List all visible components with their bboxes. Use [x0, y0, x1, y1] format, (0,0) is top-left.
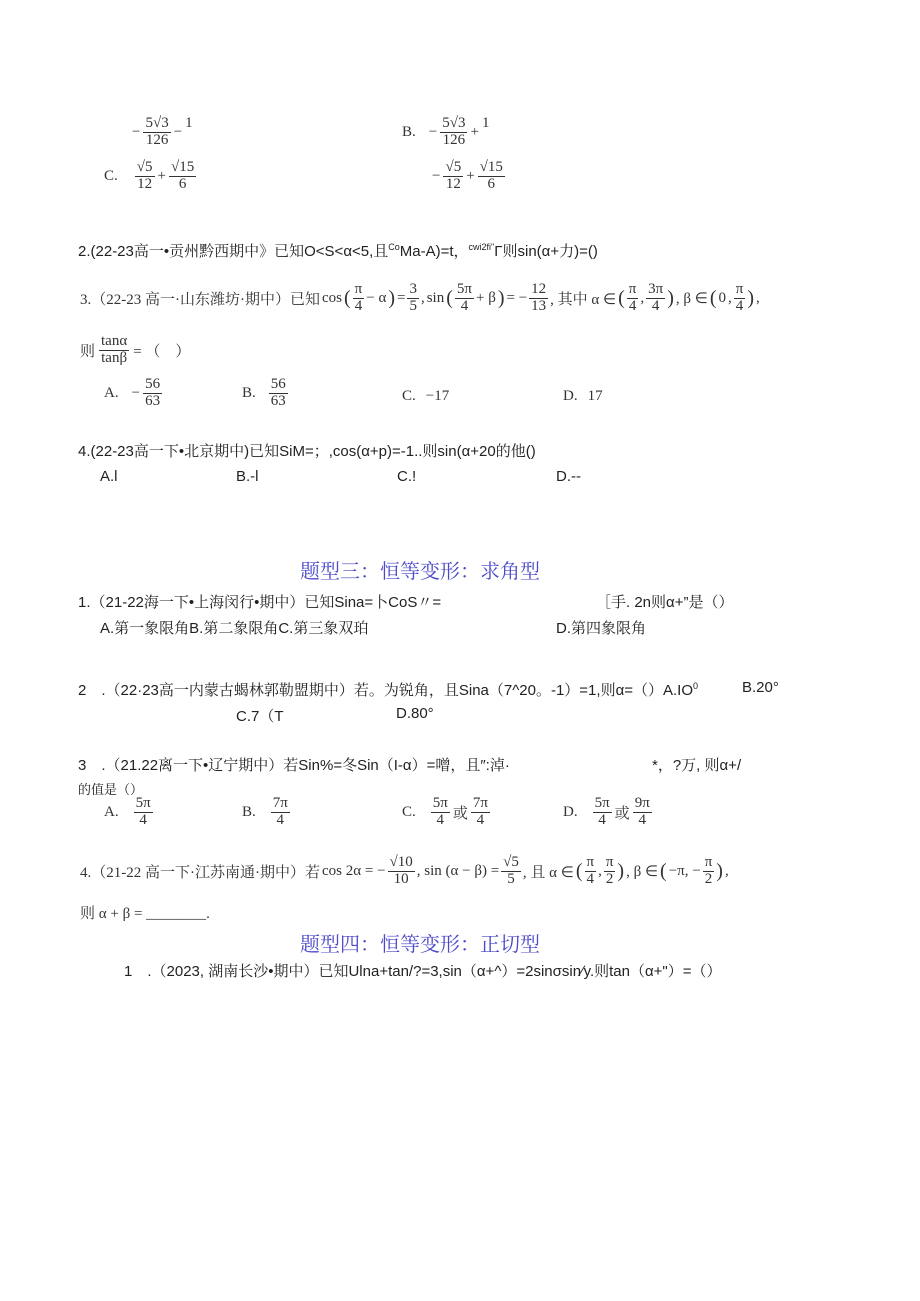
section-heading-3: 题型三：恒等变形：求角型 — [300, 559, 540, 583]
s3-q3-option-a: A. $\frac{5\pi}{4}$ — [104, 795, 151, 828]
fraction: $\frac{√10}{10}$ — [389, 854, 413, 887]
s3-q1-option-d: D.第四象限角 — [556, 620, 647, 637]
fraction: $\frac{7\pi}{4}$ — [272, 795, 288, 828]
q3-option-d: D. 17 — [563, 388, 603, 404]
fraction: $\frac{\pi}{4}$ — [354, 281, 363, 314]
question-2: 2.(22-23高一•贡州黔西期中》已知O<S<α<5,且$^{Co}$Ma-A)=t，$^{cwi2fi"}$Γ则sin(α+力)=() — [78, 242, 598, 260]
option-a-top: − $\frac{5√3}{126}$ − 1 — [132, 114, 193, 148]
s3-q1-options: A.第一象限角B.第二象限角C.第三象双珀 — [100, 620, 369, 637]
q3-option-c: C. −17 — [402, 388, 450, 404]
fraction: $\frac{\tan\alpha}{\tan\beta}$ — [101, 333, 128, 366]
s3-q3-option-b: B. $\frac{7\pi}{4}$ — [242, 795, 288, 828]
fraction: $\frac{\pi}{4}$ — [586, 854, 595, 887]
q4-option-d: D.-- — [556, 468, 581, 485]
fraction: $\frac{3}{5}$ — [409, 281, 417, 314]
q4-option-c: C.! — [397, 468, 417, 485]
fraction: $\frac{\pi}{2}$ — [704, 854, 713, 887]
fraction: $\frac{12}{13}$ — [531, 281, 547, 314]
fraction: $\frac{5√3}{126}$ — [145, 115, 169, 148]
fraction: $\frac{7\pi}{4}$ — [472, 795, 488, 828]
fraction: $\frac{√15}{6}$ — [170, 159, 195, 192]
fraction: $\frac{5\pi}{4}$ — [594, 795, 610, 828]
fraction: $\frac{\pi}{4}$ — [628, 281, 637, 314]
s3-q3-option-d: D. $\frac{5\pi}{4}$ 或 $\frac{9\pi}{4}$ — [563, 795, 650, 828]
fraction: $\frac{5\pi}{4}$ — [135, 795, 151, 828]
fraction: $\frac{√5}{5}$ — [503, 854, 519, 887]
q4-option-b: B.-l — [236, 468, 259, 485]
fraction: $\frac{5√3}{126}$ — [442, 115, 466, 148]
s3-question-4-line2: 则 α + β = ________. — [80, 906, 210, 922]
fraction: $\frac{5\pi}{4}$ — [432, 795, 448, 828]
option-d-top: − $\frac{√5}{12}$ + $\frac{√15}{6}$ — [432, 159, 503, 192]
fraction: $\frac{9\pi}{4}$ — [634, 795, 650, 828]
fraction: $\frac{\pi}{2}$ — [605, 854, 614, 887]
s3-question-3-line2: 的值是（） — [78, 782, 144, 797]
s3-q2-option-d: D.80° — [396, 705, 434, 722]
s3-question-3-right: *，?万, 则α+/ — [652, 757, 742, 774]
s3-question-1: 1.（21-22海一下•上海闵行•期中）已知Sina=卜CoS〃= — [78, 594, 442, 611]
question-3-line2: 则 $\frac{\tan\alpha}{\tan\beta}$ = （ ） — [80, 333, 191, 366]
fraction: $\frac{56}{63}$ — [270, 376, 286, 409]
fraction: $\frac{√15}{6}$ — [479, 159, 503, 192]
fraction: $\frac{5\pi}{4}$ — [456, 281, 472, 314]
s3-question-1-right: ［手. 2n则α+”是（） — [596, 594, 734, 611]
q3-option-a: A. − $\frac{56}{63}$ — [104, 376, 161, 409]
fraction: $\frac{√5}{12}$ — [136, 159, 153, 192]
s3-q2-option-b: B.20° — [742, 679, 779, 696]
s4-question-1: 1 .（2023, 湖南长沙•期中）已知Ulna+tan/?=3,sin（α+^）=2sinσsin∕y.则tan（α+"）=（） — [124, 963, 722, 980]
fraction: $\frac{56}{63}$ — [145, 376, 161, 409]
question-3: 3.（22-23 高一·山东潍坊·期中）已知 cos ( $\frac{\pi}{4}$ − α ) = $\frac{3}{5}$ , sin ( $\frac{5\pi}{4}$ + β ) = − $\frac{12}{13}$ , 其中 α ∈ ( $\frac{\pi}{4}$ , $\frac{3\pi}{4}$ ) , β ∈ ( 0 , $\frac{\pi}{4}$ ) , — [80, 281, 760, 314]
s3-question-4: 4.（21-22 高一下·江苏南通·期中）若 cos 2α = − $\frac{√10}{10}$ , sin (α − β) = $\frac{√5}{5}$ , 且 α ∈ ( $\frac{\pi}{4}$ , $\frac{\pi}{2}$ ) , β ∈ ( −π, − $\frac{\pi}{2}$ ) , — [80, 854, 729, 887]
s3-question-3: 3 .（21.22离一下•辽宁期中）若Sin%=冬Sin（I-α）=噌，且″:淖· — [78, 757, 510, 774]
question-4: 4.(22-23高一下•北京期中)已知SiM=；,cos(α+p)=-1..则sin(α+20的他() — [78, 443, 536, 460]
fraction: $\frac{√5}{12}$ — [445, 159, 462, 192]
fraction: $\frac{\pi}{4}$ — [735, 281, 744, 314]
q4-option-a: A.l — [100, 468, 118, 485]
section-heading-4: 题型四：恒等变形：正切型 — [300, 932, 540, 956]
q3-option-b: B. $\frac{56}{63}$ — [242, 376, 286, 409]
option-b-top: B. − $\frac{5√3}{126}$ + 1 — [402, 114, 490, 148]
s3-question-2: 2 .（22·23高一内蒙古蝎林郭勒盟期中）若。为锐角，且Sina（7^20。-1）=1,则$\alpha=()A.IO^0$ — [78, 681, 699, 699]
s3-q3-option-c: C. $\frac{5\pi}{4}$ 或 $\frac{7\pi}{4}$ — [402, 795, 488, 828]
s3-q2-option-c: C.7（T — [236, 708, 284, 725]
fraction: $\frac{3\pi}{4}$ — [648, 281, 664, 314]
option-c-top: C. $\frac{√5}{12}$ + $\frac{√15}{6}$ — [104, 159, 195, 192]
